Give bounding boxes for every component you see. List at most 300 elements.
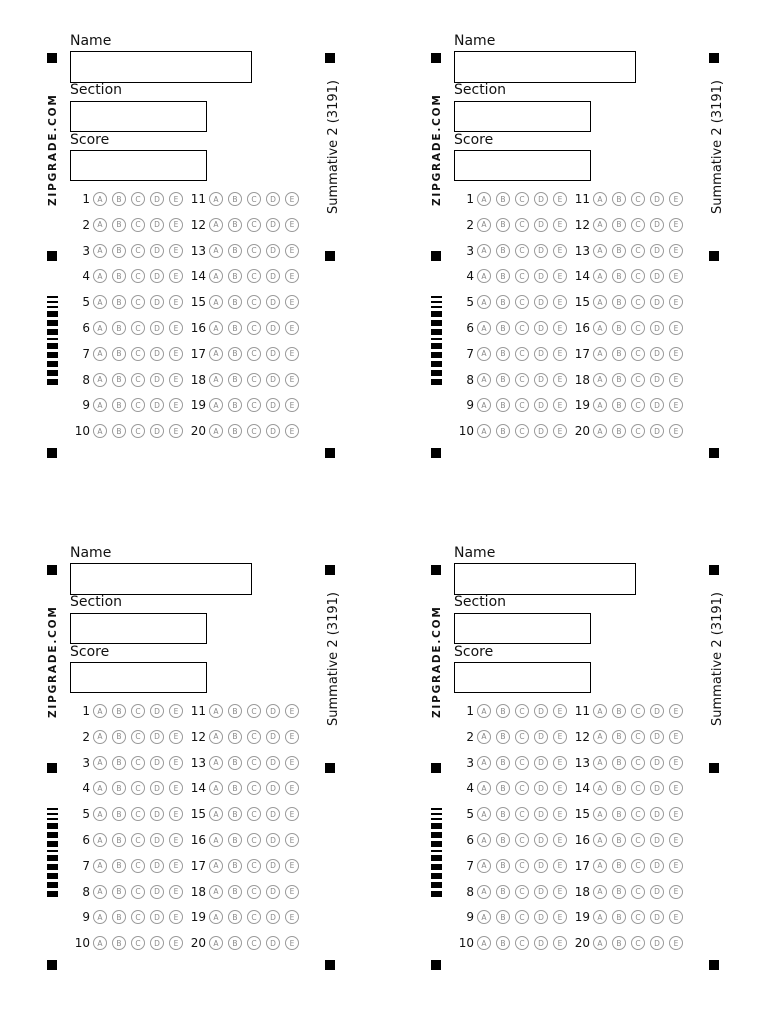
answer-bubble[interactable]: E [285, 347, 299, 361]
answer-bubble[interactable]: B [496, 781, 510, 795]
answer-bubble[interactable]: B [612, 885, 626, 899]
answer-bubble[interactable]: A [477, 218, 491, 232]
score-box[interactable] [70, 150, 207, 181]
answer-bubble[interactable]: B [612, 756, 626, 770]
answer-bubble[interactable]: E [169, 730, 183, 744]
answer-bubble[interactable]: D [266, 373, 280, 387]
answer-bubble[interactable]: B [112, 885, 126, 899]
answer-bubble[interactable]: D [534, 807, 548, 821]
answer-bubble[interactable]: B [612, 704, 626, 718]
answer-bubble[interactable]: D [150, 347, 164, 361]
answer-bubble[interactable]: E [169, 756, 183, 770]
answer-bubble[interactable]: E [169, 424, 183, 438]
answer-bubble[interactable]: D [266, 704, 280, 718]
answer-bubble[interactable]: D [150, 936, 164, 950]
answer-bubble[interactable]: A [93, 833, 107, 847]
answer-bubble[interactable]: E [553, 398, 567, 412]
answer-bubble[interactable]: E [169, 321, 183, 335]
answer-bubble[interactable]: D [534, 730, 548, 744]
answer-bubble[interactable]: A [93, 269, 107, 283]
answer-bubble[interactable]: D [266, 807, 280, 821]
answer-bubble[interactable]: D [650, 756, 664, 770]
answer-bubble[interactable]: C [247, 885, 261, 899]
answer-bubble[interactable]: E [669, 730, 683, 744]
answer-bubble[interactable]: B [612, 859, 626, 873]
answer-bubble[interactable]: E [285, 859, 299, 873]
answer-bubble[interactable]: C [247, 807, 261, 821]
answer-bubble[interactable]: E [553, 910, 567, 924]
answer-bubble[interactable]: C [515, 730, 529, 744]
answer-bubble[interactable]: D [266, 859, 280, 873]
answer-bubble[interactable]: A [93, 218, 107, 232]
answer-bubble[interactable]: B [228, 373, 242, 387]
answer-bubble[interactable]: E [169, 910, 183, 924]
answer-bubble[interactable]: D [650, 424, 664, 438]
answer-bubble[interactable]: D [650, 781, 664, 795]
answer-bubble[interactable]: A [593, 295, 607, 309]
answer-bubble[interactable]: E [669, 347, 683, 361]
answer-bubble[interactable]: B [496, 373, 510, 387]
answer-bubble[interactable]: B [496, 936, 510, 950]
answer-bubble[interactable]: D [266, 398, 280, 412]
answer-bubble[interactable]: E [285, 218, 299, 232]
answer-bubble[interactable]: C [247, 910, 261, 924]
answer-bubble[interactable]: D [266, 192, 280, 206]
answer-bubble[interactable]: A [477, 910, 491, 924]
answer-bubble[interactable]: E [285, 295, 299, 309]
answer-bubble[interactable]: C [515, 244, 529, 258]
answer-bubble[interactable]: B [228, 244, 242, 258]
answer-bubble[interactable]: B [228, 807, 242, 821]
answer-bubble[interactable]: A [209, 833, 223, 847]
section-box[interactable] [454, 613, 591, 644]
answer-bubble[interactable]: E [553, 807, 567, 821]
answer-bubble[interactable]: A [209, 269, 223, 283]
answer-bubble[interactable]: D [266, 269, 280, 283]
answer-bubble[interactable]: B [112, 936, 126, 950]
answer-bubble[interactable]: A [209, 704, 223, 718]
answer-bubble[interactable]: D [150, 704, 164, 718]
answer-bubble[interactable]: D [650, 347, 664, 361]
answer-bubble[interactable]: B [612, 347, 626, 361]
answer-bubble[interactable]: C [247, 347, 261, 361]
answer-bubble[interactable]: E [285, 269, 299, 283]
answer-bubble[interactable]: A [209, 859, 223, 873]
answer-bubble[interactable]: B [228, 910, 242, 924]
answer-bubble[interactable]: D [534, 347, 548, 361]
answer-bubble[interactable]: D [650, 859, 664, 873]
name-box[interactable] [454, 563, 636, 595]
answer-bubble[interactable]: B [612, 321, 626, 335]
answer-bubble[interactable]: C [631, 244, 645, 258]
answer-bubble[interactable]: C [131, 424, 145, 438]
answer-bubble[interactable]: B [228, 192, 242, 206]
answer-bubble[interactable]: E [553, 347, 567, 361]
answer-bubble[interactable]: D [534, 859, 548, 873]
answer-bubble[interactable]: E [169, 781, 183, 795]
answer-bubble[interactable]: B [496, 756, 510, 770]
answer-bubble[interactable]: C [131, 373, 145, 387]
answer-bubble[interactable]: C [247, 269, 261, 283]
answer-bubble[interactable]: A [593, 859, 607, 873]
answer-bubble[interactable]: A [477, 936, 491, 950]
answer-bubble[interactable]: E [669, 885, 683, 899]
answer-bubble[interactable]: B [228, 347, 242, 361]
answer-bubble[interactable]: B [228, 781, 242, 795]
answer-bubble[interactable]: B [112, 321, 126, 335]
answer-bubble[interactable]: A [93, 192, 107, 206]
answer-bubble[interactable]: D [650, 398, 664, 412]
answer-bubble[interactable]: D [150, 321, 164, 335]
answer-bubble[interactable]: E [285, 756, 299, 770]
answer-bubble[interactable]: B [228, 295, 242, 309]
answer-bubble[interactable]: B [612, 244, 626, 258]
answer-bubble[interactable]: C [515, 885, 529, 899]
answer-bubble[interactable]: E [553, 859, 567, 873]
answer-bubble[interactable]: A [93, 424, 107, 438]
answer-bubble[interactable]: E [669, 704, 683, 718]
answer-bubble[interactable]: E [669, 269, 683, 283]
answer-bubble[interactable]: C [247, 321, 261, 335]
name-box[interactable] [70, 51, 252, 83]
answer-bubble[interactable]: C [631, 295, 645, 309]
answer-bubble[interactable]: B [496, 833, 510, 847]
answer-bubble[interactable]: C [131, 347, 145, 361]
answer-bubble[interactable]: A [93, 295, 107, 309]
answer-bubble[interactable]: B [612, 936, 626, 950]
answer-bubble[interactable]: A [477, 347, 491, 361]
answer-bubble[interactable]: B [112, 347, 126, 361]
answer-bubble[interactable]: E [285, 885, 299, 899]
answer-bubble[interactable]: B [112, 833, 126, 847]
answer-bubble[interactable]: E [669, 244, 683, 258]
answer-bubble[interactable]: C [131, 936, 145, 950]
answer-bubble[interactable]: A [93, 704, 107, 718]
answer-bubble[interactable]: D [534, 910, 548, 924]
answer-bubble[interactable]: E [553, 244, 567, 258]
answer-bubble[interactable]: E [285, 730, 299, 744]
answer-bubble[interactable]: D [534, 756, 548, 770]
answer-bubble[interactable]: B [612, 807, 626, 821]
answer-bubble[interactable]: A [593, 704, 607, 718]
answer-bubble[interactable]: D [534, 885, 548, 899]
answer-bubble[interactable]: D [150, 218, 164, 232]
answer-bubble[interactable]: C [247, 936, 261, 950]
answer-bubble[interactable]: E [553, 781, 567, 795]
answer-bubble[interactable]: D [534, 295, 548, 309]
answer-bubble[interactable]: D [150, 910, 164, 924]
answer-bubble[interactable]: C [515, 321, 529, 335]
answer-bubble[interactable]: A [93, 730, 107, 744]
answer-bubble[interactable]: A [93, 373, 107, 387]
answer-bubble[interactable]: A [593, 321, 607, 335]
answer-bubble[interactable]: A [477, 704, 491, 718]
answer-bubble[interactable]: A [209, 398, 223, 412]
answer-bubble[interactable]: B [496, 910, 510, 924]
answer-bubble[interactable]: E [285, 398, 299, 412]
answer-bubble[interactable]: A [477, 192, 491, 206]
answer-bubble[interactable]: C [631, 704, 645, 718]
answer-bubble[interactable]: E [553, 321, 567, 335]
answer-bubble[interactable]: E [285, 807, 299, 821]
answer-bubble[interactable]: E [669, 192, 683, 206]
answer-bubble[interactable]: B [112, 218, 126, 232]
answer-bubble[interactable]: E [285, 833, 299, 847]
answer-bubble[interactable]: C [247, 244, 261, 258]
answer-bubble[interactable]: D [650, 936, 664, 950]
answer-bubble[interactable]: A [477, 295, 491, 309]
answer-bubble[interactable]: C [631, 781, 645, 795]
answer-bubble[interactable]: A [93, 936, 107, 950]
answer-bubble[interactable]: D [266, 218, 280, 232]
answer-bubble[interactable]: A [593, 347, 607, 361]
answer-bubble[interactable]: A [209, 373, 223, 387]
answer-bubble[interactable]: B [228, 730, 242, 744]
answer-bubble[interactable]: C [131, 704, 145, 718]
answer-bubble[interactable]: A [93, 781, 107, 795]
answer-bubble[interactable]: C [515, 859, 529, 873]
answer-bubble[interactable]: E [669, 781, 683, 795]
answer-bubble[interactable]: D [150, 192, 164, 206]
answer-bubble[interactable]: A [477, 321, 491, 335]
answer-bubble[interactable]: A [93, 347, 107, 361]
answer-bubble[interactable]: E [669, 833, 683, 847]
answer-bubble[interactable]: D [650, 244, 664, 258]
answer-bubble[interactable]: B [496, 885, 510, 899]
answer-bubble[interactable]: C [131, 192, 145, 206]
answer-bubble[interactable]: C [515, 347, 529, 361]
answer-bubble[interactable]: B [112, 373, 126, 387]
answer-bubble[interactable]: D [266, 910, 280, 924]
answer-bubble[interactable]: A [593, 910, 607, 924]
answer-bubble[interactable]: B [112, 910, 126, 924]
answer-bubble[interactable]: B [228, 424, 242, 438]
name-box[interactable] [454, 51, 636, 83]
answer-bubble[interactable]: B [228, 704, 242, 718]
answer-bubble[interactable]: C [631, 936, 645, 950]
answer-bubble[interactable]: D [266, 424, 280, 438]
answer-bubble[interactable]: E [169, 833, 183, 847]
answer-bubble[interactable]: B [612, 833, 626, 847]
answer-bubble[interactable]: C [131, 859, 145, 873]
answer-bubble[interactable]: C [247, 781, 261, 795]
answer-bubble[interactable]: E [669, 859, 683, 873]
answer-bubble[interactable]: B [612, 398, 626, 412]
answer-bubble[interactable]: E [553, 424, 567, 438]
answer-bubble[interactable]: D [650, 833, 664, 847]
answer-bubble[interactable]: E [669, 295, 683, 309]
answer-bubble[interactable]: C [247, 398, 261, 412]
answer-bubble[interactable]: C [247, 859, 261, 873]
answer-bubble[interactable]: C [515, 756, 529, 770]
name-box[interactable] [70, 563, 252, 595]
score-box[interactable] [70, 662, 207, 693]
answer-bubble[interactable]: E [285, 781, 299, 795]
answer-bubble[interactable]: B [228, 398, 242, 412]
answer-bubble[interactable]: D [650, 192, 664, 206]
answer-bubble[interactable]: B [612, 295, 626, 309]
answer-bubble[interactable]: B [112, 398, 126, 412]
answer-bubble[interactable]: D [150, 730, 164, 744]
answer-bubble[interactable]: B [112, 756, 126, 770]
answer-bubble[interactable]: B [112, 807, 126, 821]
answer-bubble[interactable]: C [247, 295, 261, 309]
answer-bubble[interactable]: A [593, 730, 607, 744]
answer-bubble[interactable]: A [477, 244, 491, 258]
answer-bubble[interactable]: E [169, 295, 183, 309]
answer-bubble[interactable]: D [534, 704, 548, 718]
answer-bubble[interactable]: E [669, 398, 683, 412]
answer-bubble[interactable]: E [285, 910, 299, 924]
answer-bubble[interactable]: C [515, 781, 529, 795]
answer-bubble[interactable]: D [534, 269, 548, 283]
answer-bubble[interactable]: D [650, 218, 664, 232]
answer-bubble[interactable]: C [131, 218, 145, 232]
answer-bubble[interactable]: D [266, 321, 280, 335]
answer-bubble[interactable]: B [112, 781, 126, 795]
answer-bubble[interactable]: A [209, 730, 223, 744]
answer-bubble[interactable]: C [515, 192, 529, 206]
answer-bubble[interactable]: D [534, 424, 548, 438]
answer-bubble[interactable]: B [228, 885, 242, 899]
answer-bubble[interactable]: C [631, 756, 645, 770]
answer-bubble[interactable]: E [285, 373, 299, 387]
answer-bubble[interactable]: C [515, 373, 529, 387]
answer-bubble[interactable]: E [169, 885, 183, 899]
answer-bubble[interactable]: B [496, 398, 510, 412]
answer-bubble[interactable]: A [93, 885, 107, 899]
answer-bubble[interactable]: E [169, 807, 183, 821]
answer-bubble[interactable]: C [515, 704, 529, 718]
answer-bubble[interactable]: E [169, 373, 183, 387]
answer-bubble[interactable]: C [131, 244, 145, 258]
answer-bubble[interactable]: E [553, 885, 567, 899]
answer-bubble[interactable]: B [228, 936, 242, 950]
answer-bubble[interactable]: A [93, 756, 107, 770]
answer-bubble[interactable]: A [593, 269, 607, 283]
answer-bubble[interactable]: B [496, 269, 510, 283]
answer-bubble[interactable]: B [496, 704, 510, 718]
answer-bubble[interactable]: B [612, 781, 626, 795]
answer-bubble[interactable]: E [169, 936, 183, 950]
answer-bubble[interactable]: C [515, 269, 529, 283]
answer-bubble[interactable]: E [553, 192, 567, 206]
answer-bubble[interactable]: E [285, 704, 299, 718]
answer-bubble[interactable]: C [631, 910, 645, 924]
answer-bubble[interactable]: C [131, 833, 145, 847]
answer-bubble[interactable]: A [93, 859, 107, 873]
answer-bubble[interactable]: C [515, 833, 529, 847]
answer-bubble[interactable]: D [150, 244, 164, 258]
answer-bubble[interactable]: E [169, 192, 183, 206]
answer-bubble[interactable]: E [553, 295, 567, 309]
answer-bubble[interactable]: E [169, 218, 183, 232]
answer-bubble[interactable]: E [285, 244, 299, 258]
answer-bubble[interactable]: B [496, 859, 510, 873]
answer-bubble[interactable]: C [631, 347, 645, 361]
answer-bubble[interactable]: E [169, 398, 183, 412]
answer-bubble[interactable]: B [496, 730, 510, 744]
answer-bubble[interactable]: A [477, 730, 491, 744]
answer-bubble[interactable]: E [669, 936, 683, 950]
answer-bubble[interactable]: D [650, 910, 664, 924]
answer-bubble[interactable]: D [534, 244, 548, 258]
answer-bubble[interactable]: E [553, 373, 567, 387]
answer-bubble[interactable]: B [612, 269, 626, 283]
answer-bubble[interactable]: C [131, 269, 145, 283]
answer-bubble[interactable]: C [631, 833, 645, 847]
answer-bubble[interactable]: C [515, 218, 529, 232]
answer-bubble[interactable]: E [169, 244, 183, 258]
answer-bubble[interactable]: B [496, 295, 510, 309]
answer-bubble[interactable]: A [209, 347, 223, 361]
answer-bubble[interactable]: B [612, 424, 626, 438]
answer-bubble[interactable]: E [285, 192, 299, 206]
answer-bubble[interactable]: D [650, 295, 664, 309]
answer-bubble[interactable]: B [612, 373, 626, 387]
answer-bubble[interactable]: B [612, 910, 626, 924]
answer-bubble[interactable]: C [131, 910, 145, 924]
answer-bubble[interactable]: C [631, 218, 645, 232]
answer-bubble[interactable]: C [131, 807, 145, 821]
answer-bubble[interactable]: C [515, 424, 529, 438]
score-box[interactable] [454, 662, 591, 693]
answer-bubble[interactable]: D [150, 373, 164, 387]
answer-bubble[interactable]: B [612, 192, 626, 206]
section-box[interactable] [70, 101, 207, 132]
answer-bubble[interactable]: C [631, 730, 645, 744]
answer-bubble[interactable]: B [112, 295, 126, 309]
section-box[interactable] [454, 101, 591, 132]
answer-bubble[interactable]: B [112, 192, 126, 206]
answer-bubble[interactable]: C [247, 192, 261, 206]
answer-bubble[interactable]: A [593, 192, 607, 206]
answer-bubble[interactable]: D [150, 295, 164, 309]
answer-bubble[interactable]: A [209, 244, 223, 258]
answer-bubble[interactable]: C [247, 730, 261, 744]
answer-bubble[interactable]: E [553, 833, 567, 847]
answer-bubble[interactable]: D [650, 704, 664, 718]
answer-bubble[interactable]: E [669, 424, 683, 438]
answer-bubble[interactable]: A [209, 295, 223, 309]
answer-bubble[interactable]: A [477, 807, 491, 821]
answer-bubble[interactable]: D [650, 269, 664, 283]
answer-bubble[interactable]: A [477, 859, 491, 873]
section-box[interactable] [70, 613, 207, 644]
answer-bubble[interactable]: B [228, 756, 242, 770]
answer-bubble[interactable]: B [228, 269, 242, 283]
answer-bubble[interactable]: E [285, 424, 299, 438]
answer-bubble[interactable]: D [534, 321, 548, 335]
answer-bubble[interactable]: B [496, 807, 510, 821]
answer-bubble[interactable]: D [266, 781, 280, 795]
answer-bubble[interactable]: D [650, 807, 664, 821]
answer-bubble[interactable]: B [112, 424, 126, 438]
answer-bubble[interactable]: A [93, 398, 107, 412]
answer-bubble[interactable]: B [496, 424, 510, 438]
answer-bubble[interactable]: A [209, 885, 223, 899]
answer-bubble[interactable]: A [593, 833, 607, 847]
answer-bubble[interactable]: C [515, 807, 529, 821]
answer-bubble[interactable]: D [150, 756, 164, 770]
answer-bubble[interactable]: C [631, 807, 645, 821]
answer-bubble[interactable]: E [169, 859, 183, 873]
answer-bubble[interactable]: A [593, 781, 607, 795]
answer-bubble[interactable]: A [209, 192, 223, 206]
answer-bubble[interactable]: C [131, 730, 145, 744]
answer-bubble[interactable]: A [209, 756, 223, 770]
answer-bubble[interactable]: D [150, 781, 164, 795]
